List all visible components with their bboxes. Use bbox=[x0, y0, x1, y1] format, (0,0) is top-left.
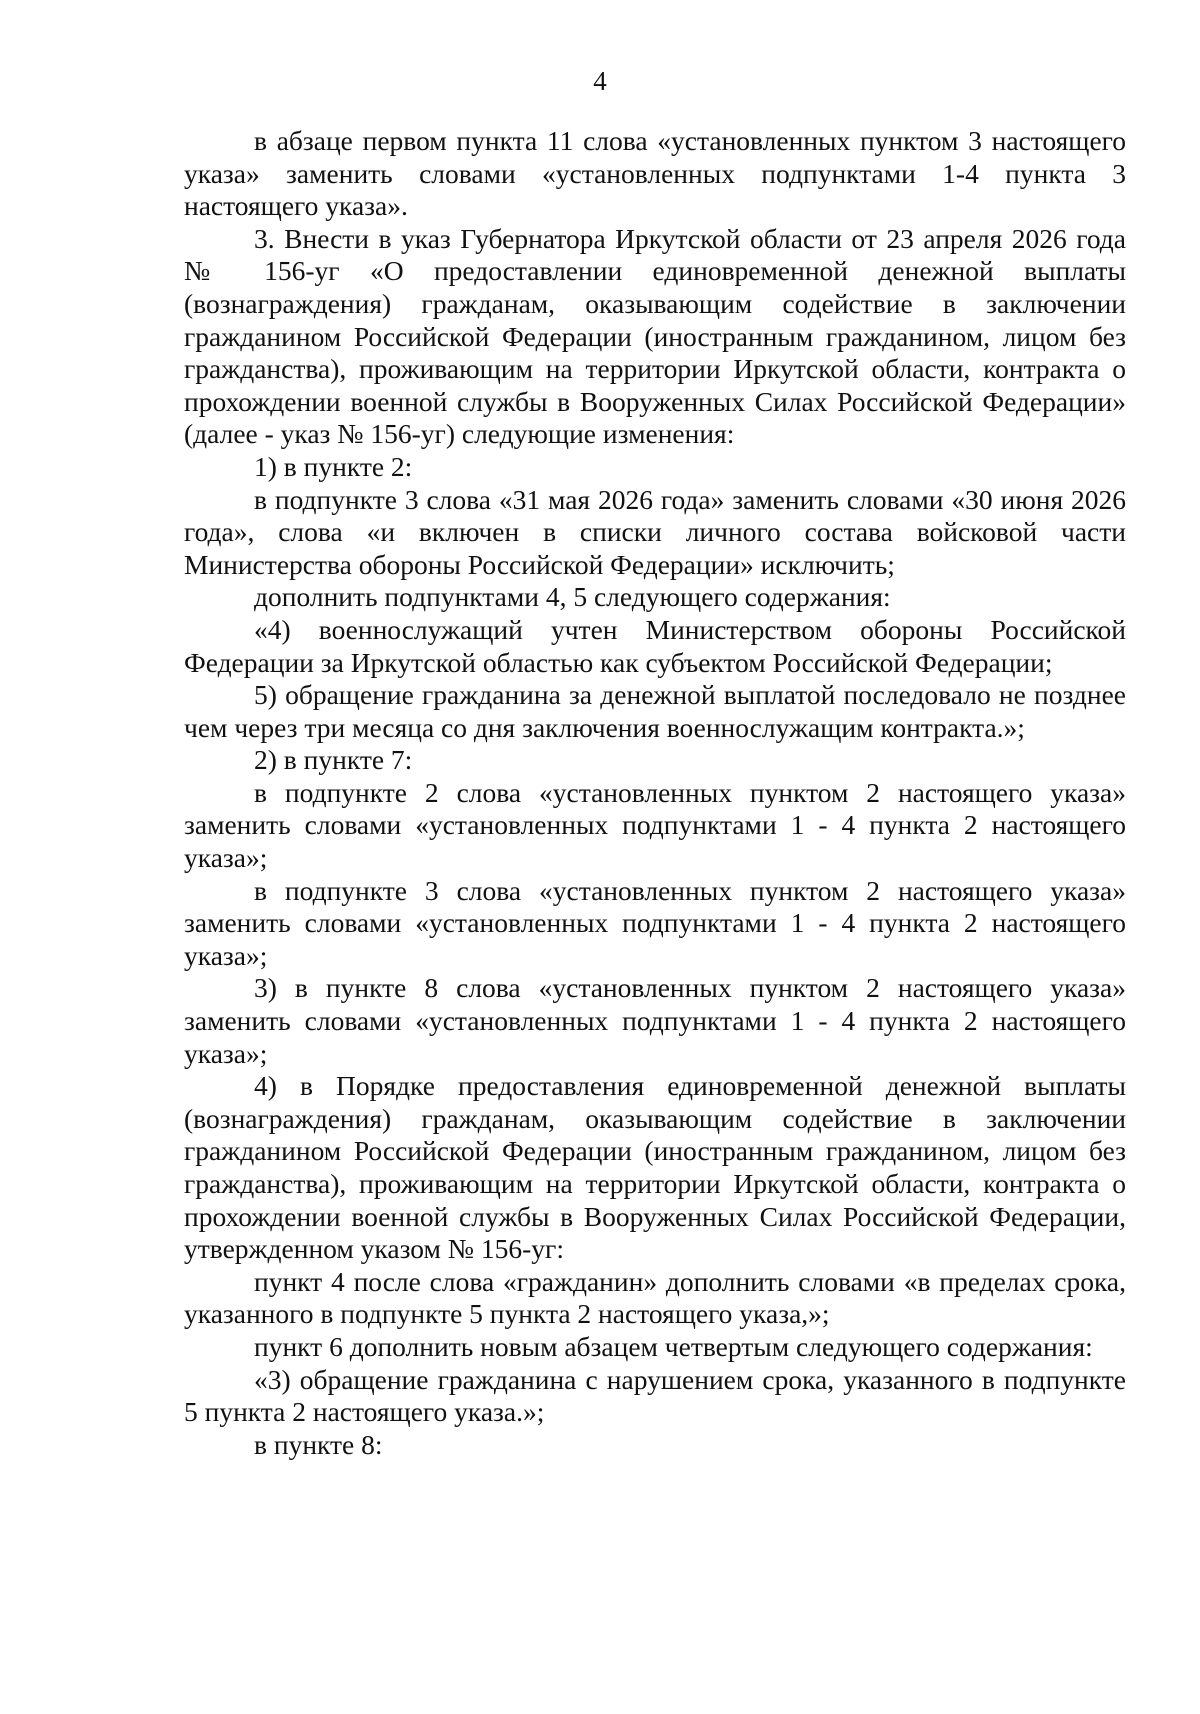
paragraph: 5) обращение гражданина за денежной выплатой последовало не позднее чем через три месяца со дня заключения военнослужащим контракта.»; bbox=[184, 679, 1126, 743]
paragraph: 3. Внести в указ Губернатора Иркутской области от 23 апреля 2026 года № 156-уг «О предоставлении единовременной денежной выплаты (вознаграждения) гражданам, оказывающим содействие в заключении гражданином Российской Федерации (иностранным гражданином, лицом без гражданства), проживающим на территории Иркутской области, контракта о прохождении военной службы в Вооруженных Силах Российской Федерации» (далее - указ № 156-уг) следующие изменения: bbox=[184, 222, 1126, 450]
paragraph: в подпункте 3 слова «установленных пунктом 2 настоящего указа» заменить словами «установленных подпунктами 1 - 4 пункта 2 настоящего указа»; bbox=[184, 874, 1126, 971]
page-number: 4 bbox=[593, 66, 607, 96]
paragraph: 3) в пункте 8 слова «установленных пунктом 2 настоящего указа» заменить словами «установленных подпунктами 1 - 4 пункта 2 настоящего указа»; bbox=[184, 972, 1126, 1069]
paragraph: дополнить подпунктами 4, 5 следующего содержания: bbox=[254, 581, 891, 613]
paragraph: «3) обращение гражданина с нарушением срока, указанного в подпункте 5 пункта 2 настоящего указа.»; bbox=[184, 1363, 1126, 1428]
paragraph: в абзаце первом пункта 11 слова «установленных пунктом 3 настоящего указа» заменить словами «установленных подпунктами 1-4 пункта 3 настоящего указа». bbox=[184, 125, 1126, 222]
paragraph: в пункте 8: bbox=[254, 1428, 383, 1460]
paragraph: 4) в Порядке предоставления единовременной денежной выплаты (вознаграждения) гражданам, оказывающим содействие в заключении гражданином Российской Федерации (иностранным гражданином, лицом без гражданства), проживающим на территории Иркутской области, контракта о прохождении военной службы в Вооруженных Силах Российской Федерации, утвержденном указом № 156-уг: bbox=[184, 1070, 1126, 1265]
paragraph: «4) военнослужащий учтен Министерством обороны Российской Федерации за Иркутской областью как субъектом Российской Федерации; bbox=[184, 613, 1126, 678]
paragraph: пункт 4 после слова «гражданин» дополнить словами «в пределах срока, указанного в подпункте 5 пункта 2 настоящего указа,»; bbox=[184, 1265, 1126, 1330]
paragraph: в подпункте 3 слова «31 мая 2026 года» заменить словами «30 июня 2026 года», слова «и включен в списки личного состава войсковой части Министерства обороны Российской Федерации» исключить; bbox=[184, 483, 1126, 580]
paragraph: в подпункте 2 слова «установленных пунктом 2 настоящего указа» заменить словами «установленных подпунктами 1 - 4 пункта 2 настоящего указа»; bbox=[184, 776, 1126, 874]
paragraph: пункт 6 дополнить новым абзацем четвертым следующего содержания: bbox=[254, 1330, 1093, 1362]
paragraph: 2) в пункте 7: bbox=[254, 744, 413, 776]
document-body bbox=[184, 125, 1126, 1461]
paragraph: 1) в пункте 2: bbox=[254, 450, 413, 482]
